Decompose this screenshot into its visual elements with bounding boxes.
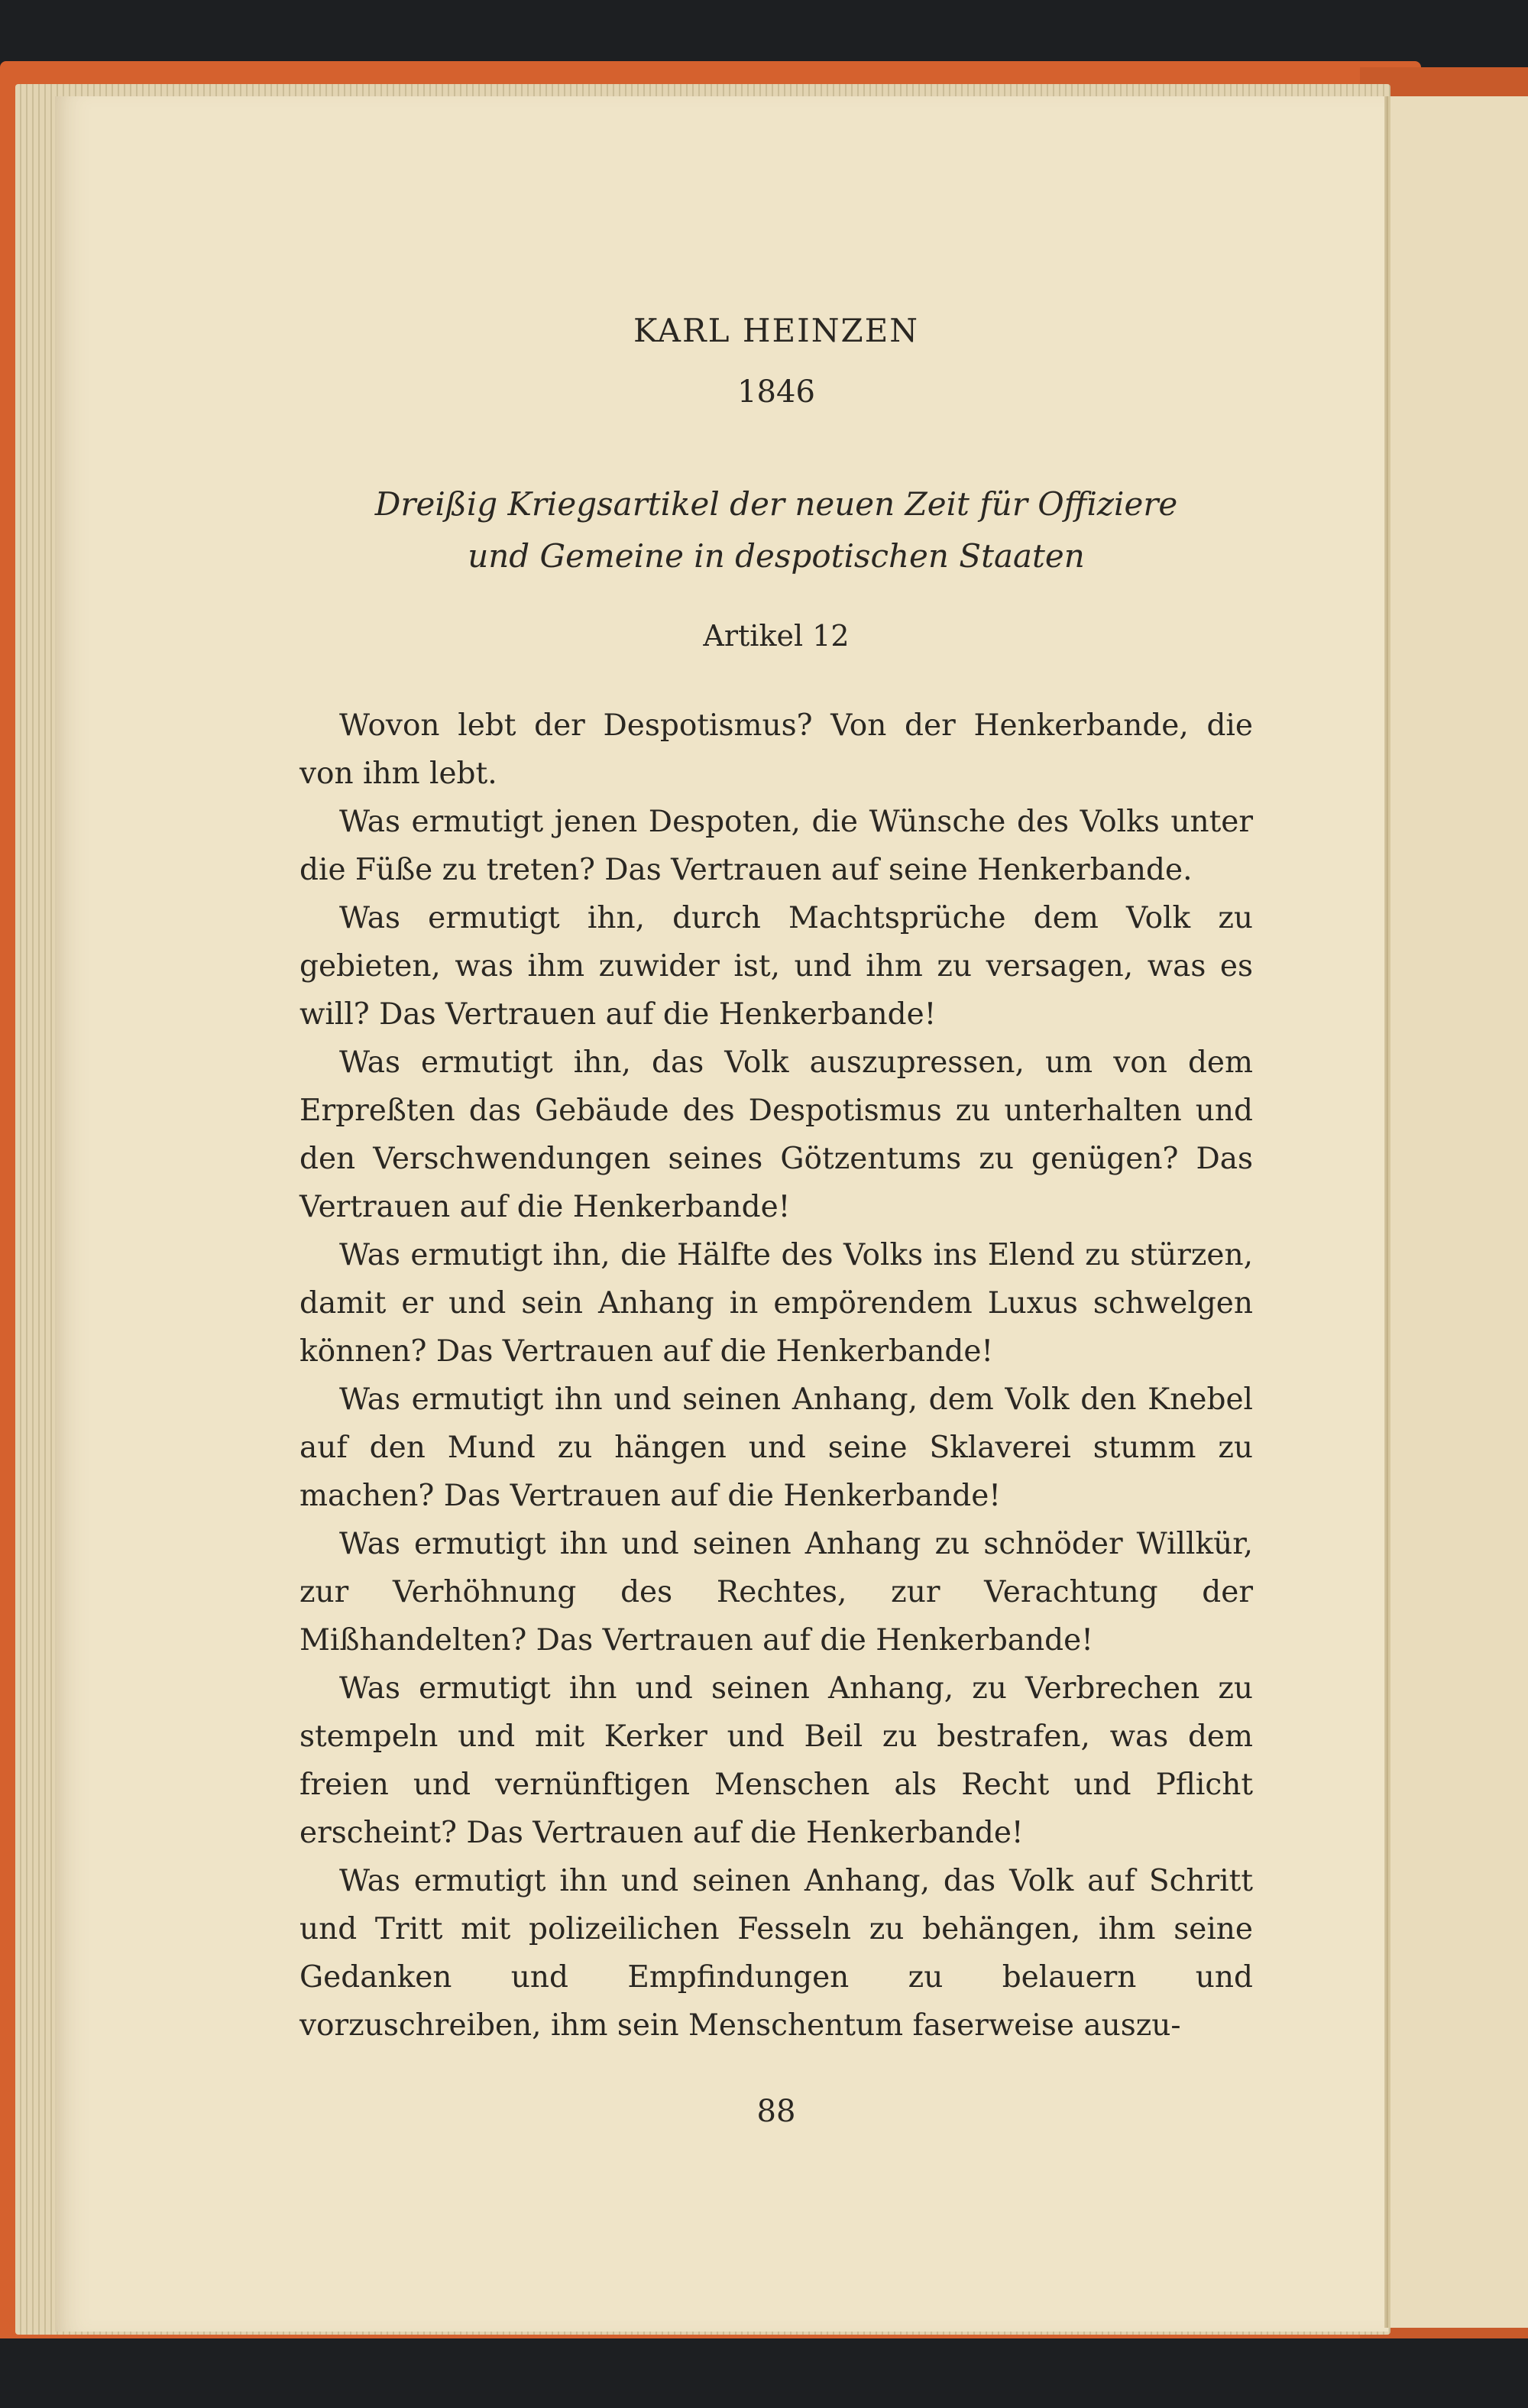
year-heading: 1846 bbox=[737, 374, 815, 410]
paragraph-6: Was ermutigt ihn und seinen Anhang, dem Volk den Knebel auf den Mund zu hängen und seine Sklaverei stumm zu machen? Das Vertrauen auf die Henkerbande! bbox=[299, 1382, 1253, 1513]
paragraph-4: Was ermutigt ihn, das Volk auszupressen, um von dem Erpreßten das Gebäude des Despotismus zu unterhalten und den Verschwendungen seines Götzentums zu genügen? Das Vertrauen auf die Henkerbande! bbox=[299, 1045, 1253, 1224]
paragraph-8: Was ermutigt ihn und seinen Anhang, zu Verbrechen zu stempeln und mit Kerker und Beil zu bestrafen, was dem freien und vernünftigen Menschen als Recht und Pflicht erscheint? Das Vertrauen auf die Henkerbande! bbox=[299, 1671, 1253, 1850]
author-heading: KARL HEINZEN bbox=[633, 312, 920, 349]
paragraph-3: Was ermutigt ihn, durch Machtsprüche dem Volk zu gebieten, was ihm zuwider ist, und ihm zu versagen, was es will? Das Vertrauen auf die Henkerbande! bbox=[299, 901, 1253, 1032]
paragraph-2: Was ermutigt jenen Despoten, die Wünsche des Volks unter die Füße zu treten? Das Vertrauen auf seine Henkerbande. bbox=[299, 805, 1253, 887]
paragraph-9: Was ermutigt ihn und seinen Anhang, das Volk auf Schritt und Tritt mit polizeilichen Fesseln zu behängen, ihm seine Gedanken und Empfindungen zu belauern und vorzuschreiben, ihm sein Menschentum faserweise auszu- bbox=[299, 1864, 1253, 2043]
paragraph-7: Was ermutigt ihn und seinen Anhang zu schnöder Willkür, zur Verhöhnung des Rechtes, zur Verachtung der Mißhandelten? Das Vertrauen auf die Henkerbande! bbox=[299, 1527, 1253, 1658]
work-title bbox=[299, 478, 1253, 582]
paragraph-1: Wovon lebt der Despotismus? Von der Henkerbande, die von ihm lebt. bbox=[299, 708, 1253, 791]
facing-page-edge bbox=[1388, 96, 1528, 2328]
work-title-line-1: Dreißig Kriegsartikel der neuen Zeit für Offiziere bbox=[374, 485, 1178, 523]
page-number: 88 bbox=[756, 2094, 796, 2129]
article-body bbox=[299, 702, 1253, 2050]
background-bottom bbox=[0, 2338, 1528, 2408]
paragraph-5: Was ermutigt ihn, die Hälfte des Volks ins Elend zu stürzen, damit er und sein Anhang in empörendem Luxus schwelgen können? Das Vertrauen auf die Henkerbande! bbox=[299, 1238, 1253, 1369]
work-title-line-2: und Gemeine in despotischen Staaten bbox=[468, 537, 1085, 575]
article-label: Artikel 12 bbox=[703, 619, 850, 653]
